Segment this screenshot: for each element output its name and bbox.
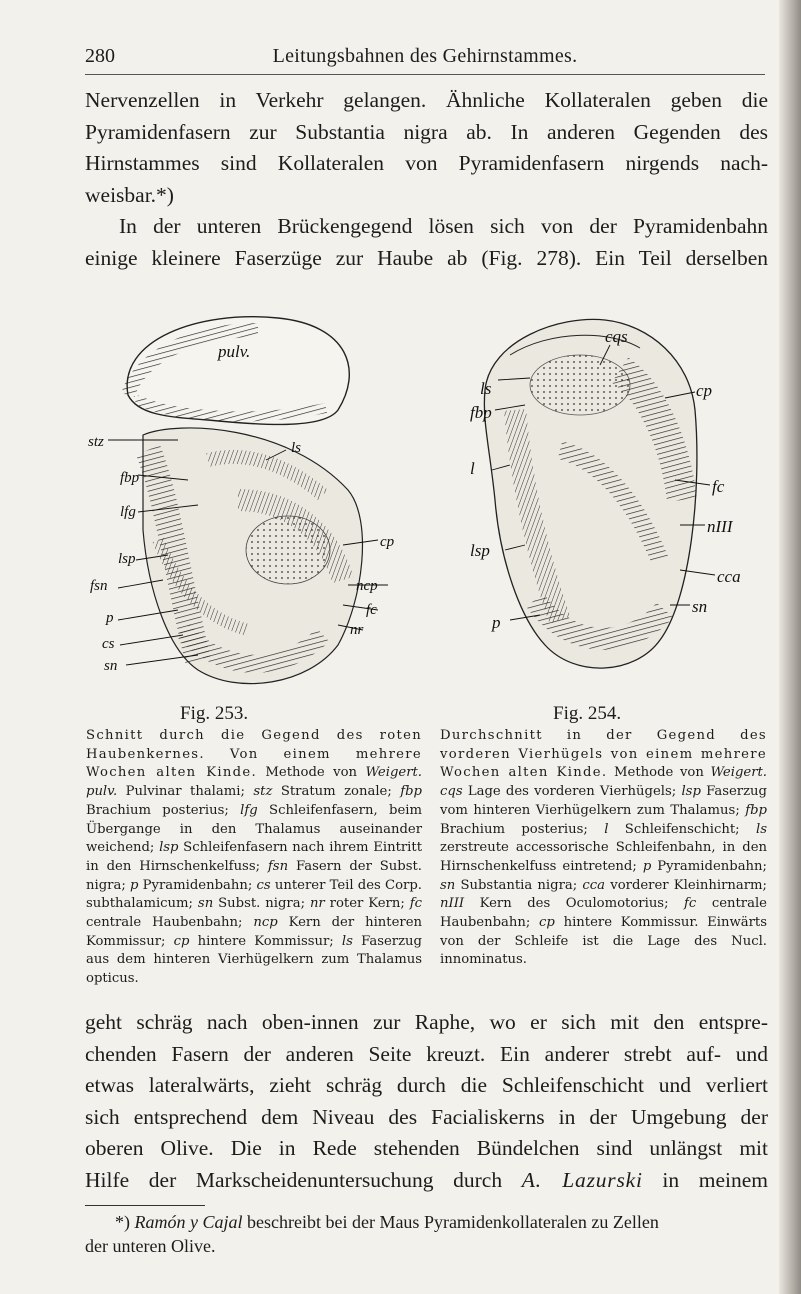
figure-253-caption: [86, 727, 422, 989]
label-lsp: lsp: [470, 541, 490, 560]
abbr: p: [129, 877, 139, 893]
caption-text: Kern des Oculomotorius;: [464, 896, 685, 912]
caption-text: centrale Haubenbahn;: [440, 896, 767, 931]
paragraph-3: [85, 1007, 768, 1196]
caption-text: Kern der hinteren Kommissur;: [86, 915, 422, 949]
caption-text: Methode von: [607, 765, 711, 781]
abbr: cqs: [440, 784, 463, 800]
caption-text: Methode von: [257, 765, 366, 781]
caption-text: Brachium posterius;: [86, 802, 241, 818]
page-header: [85, 45, 765, 75]
abbr: sn: [197, 896, 214, 912]
figure-253: [88, 300, 418, 700]
caption-text: Faserzug vom hinteren Vierhügelkern zum Thalamus;: [440, 784, 767, 818]
page-number: 280: [85, 45, 115, 67]
caption-text: unterer Teil des Corp. subthalamicum;: [86, 877, 422, 912]
caption-author: Weigert.: [365, 765, 422, 781]
text-span: in meinem: [642, 1167, 768, 1192]
label-nIII: nIII: [707, 517, 733, 536]
abbr: fc: [684, 896, 697, 912]
page-edge-shadow: [779, 0, 801, 1294]
label-nr: nr: [350, 622, 364, 638]
caption-text: Lage des vorderen Vierhügels;: [462, 784, 682, 800]
label-cs: cs: [102, 636, 115, 652]
footnote-text: beschreibt bei der Maus Pyramidenkollateralen zu Zellen: [242, 1212, 659, 1232]
figure-253-number: Fig. 253.: [180, 703, 249, 724]
abbr: nr: [309, 896, 325, 912]
abbr: cp: [539, 915, 555, 931]
caption-lead: Schnitt durch die Gegend des roten Haubenkernes. Von einem mehrere Wochen alten Kinde.: [86, 728, 422, 781]
caption-text: Pulvinar thalami;: [117, 784, 254, 800]
label-stz: stz: [88, 434, 104, 450]
caption-text: centrale Haubenbahn;: [86, 915, 254, 931]
text-line: chenden Fasern der anderen Seite kreuzt. Ein anderer strebt auf- und: [85, 1041, 768, 1066]
caption-text: vorderer Kleinhirnarm;: [605, 877, 768, 893]
label-p: p: [106, 610, 114, 626]
label-fsn: fsn: [90, 578, 108, 594]
abbr: p: [642, 858, 652, 874]
label-pulv: pulv.: [218, 342, 251, 361]
text-line: Nervenzellen in Verkehr gelangen. Ähnliche Kollateralen geben die: [85, 88, 768, 112]
abbr: l: [604, 821, 609, 837]
caption-text: Stratum zonale;: [272, 784, 401, 800]
caption-text: Fasern der Subst. nigra;: [86, 858, 422, 893]
paragraph-2: [85, 211, 768, 274]
abbr: fsn: [267, 858, 289, 874]
label-fbp: fbp: [120, 470, 140, 486]
figure-254-number: Fig. 254.: [553, 703, 622, 724]
footnote-line: [85, 1210, 765, 1234]
caption-author: Weigert.: [710, 765, 767, 781]
figure-254-illustration: [440, 300, 770, 700]
label-lsp: lsp: [118, 551, 136, 567]
abbr: lfg: [240, 802, 258, 818]
label-sn: sn: [104, 658, 118, 674]
label-cp: cp: [696, 381, 713, 400]
abbr: ncp: [253, 915, 278, 931]
caption-text: Subst. nigra;: [213, 896, 310, 912]
abbr: fc: [409, 896, 422, 912]
label-ncp: ncp: [356, 578, 378, 594]
text-line: einige kleinere Faserzüge zur Haube ab (Fig. 278). Ein Teil derselben: [85, 245, 768, 270]
caption-text: Schleifenschicht;: [608, 821, 756, 837]
header-rule: [85, 74, 765, 75]
label-p: p: [492, 613, 501, 632]
label-l: l: [470, 459, 475, 478]
abbr: fbp: [745, 802, 767, 818]
caption-text: Schleifenfasern nach ihrem Eintritt in den Hirnschenkelfuss;: [86, 840, 422, 874]
label-cqs: cqs: [605, 327, 628, 346]
figure-254-caption: [440, 727, 767, 970]
text-line: weisbar.*): [85, 182, 174, 207]
abbr: cca: [582, 877, 606, 893]
caption-text: roter Kern;: [324, 896, 410, 912]
footnote-marker: *): [115, 1212, 135, 1232]
label-fbp: fbp: [470, 403, 492, 422]
caption-text: hintere Kommissur. Einwärts von der Schleife ist die Lage des Nucl. innominatus.: [440, 915, 768, 968]
figure-254: [440, 300, 770, 700]
caption-text: Schleifenfasern, beim Übergange in den Thalamus auseinander weichend;: [86, 802, 422, 856]
caption-text: Substantia nigra;: [455, 877, 583, 893]
caption-text: Brachium posterius;: [440, 821, 605, 837]
footnote: [85, 1210, 765, 1258]
text-line: In der unteren Brückengegend lösen sich von der Pyramidenbahn: [119, 214, 768, 238]
caption-text: Faserzug aus dem hinteren Vierhügelkern zum Thalamus opticus.: [86, 933, 422, 987]
text-span: Hilfe der Markscheidenuntersuchung durch: [85, 1167, 522, 1192]
footnote-rule: [85, 1205, 205, 1206]
label-cp: cp: [380, 534, 395, 550]
author-name: A. Lazurski: [521, 1167, 643, 1192]
running-title: Leitungsbahnen des Gehirnstammes.: [272, 45, 578, 67]
abbr: nIII: [440, 896, 465, 912]
caption-text: zerstreute accessorische Schleifenbahn, in den Hirnschenkelfuss eintretend;: [440, 840, 767, 874]
label-ls: ls: [480, 379, 492, 398]
text-line: Pyramidenfasern zur Substantia nigra ab. In anderen Gegenden des: [85, 119, 768, 144]
label-cca: cca: [717, 567, 741, 586]
text-line: [85, 1165, 768, 1197]
abbr: fbp: [400, 784, 422, 800]
label-fc: fc: [712, 477, 725, 496]
abbr: ls: [756, 821, 767, 837]
abbr: lsp: [159, 840, 179, 856]
abbr: cp: [173, 933, 190, 949]
label-fc: fc: [366, 602, 377, 618]
text-line: etwas lateralwärts, zieht schräg durch die Schleifenschicht und verliert: [85, 1073, 768, 1097]
paragraph-1: [85, 85, 768, 211]
caption-text: Pyramidenbahn;: [651, 858, 767, 874]
abbr: cs: [256, 877, 271, 893]
abbr: sn: [440, 877, 456, 893]
text-line: sich entsprechend dem Niveau des Facialiskerns in der Umgebung der: [85, 1104, 768, 1129]
footnote-line: der unteren Olive.: [85, 1236, 216, 1256]
footnote-author: Ramón y Cajal: [134, 1212, 243, 1232]
text-line: geht schräg nach oben-innen zur Raphe, wo er sich mit den entspre-: [85, 1010, 768, 1034]
caption-text: Pyramidenbahn;: [138, 877, 257, 893]
label-sn: sn: [692, 597, 708, 616]
abbr: lsp: [681, 784, 701, 800]
abbr: pulv.: [86, 784, 118, 800]
label-lfg: lfg: [120, 504, 136, 520]
figure-253-illustration: [88, 300, 418, 700]
caption-lead: Durchschnitt in der Gegend des vorderen Vierhügels von einem mehrere Wochen alten Kinde.: [440, 728, 767, 781]
text-line: Hirnstammes sind Kollateralen von Pyramidenfasern nirgends nach-: [85, 151, 768, 175]
text-line: oberen Olive. Die in Rede stehenden Bündelchen sind unlängst mit: [85, 1136, 768, 1160]
caption-text: hintere Kommissur;: [189, 933, 342, 949]
label-ls: ls: [291, 440, 302, 456]
abbr: stz: [253, 784, 273, 800]
abbr: ls: [341, 933, 353, 949]
